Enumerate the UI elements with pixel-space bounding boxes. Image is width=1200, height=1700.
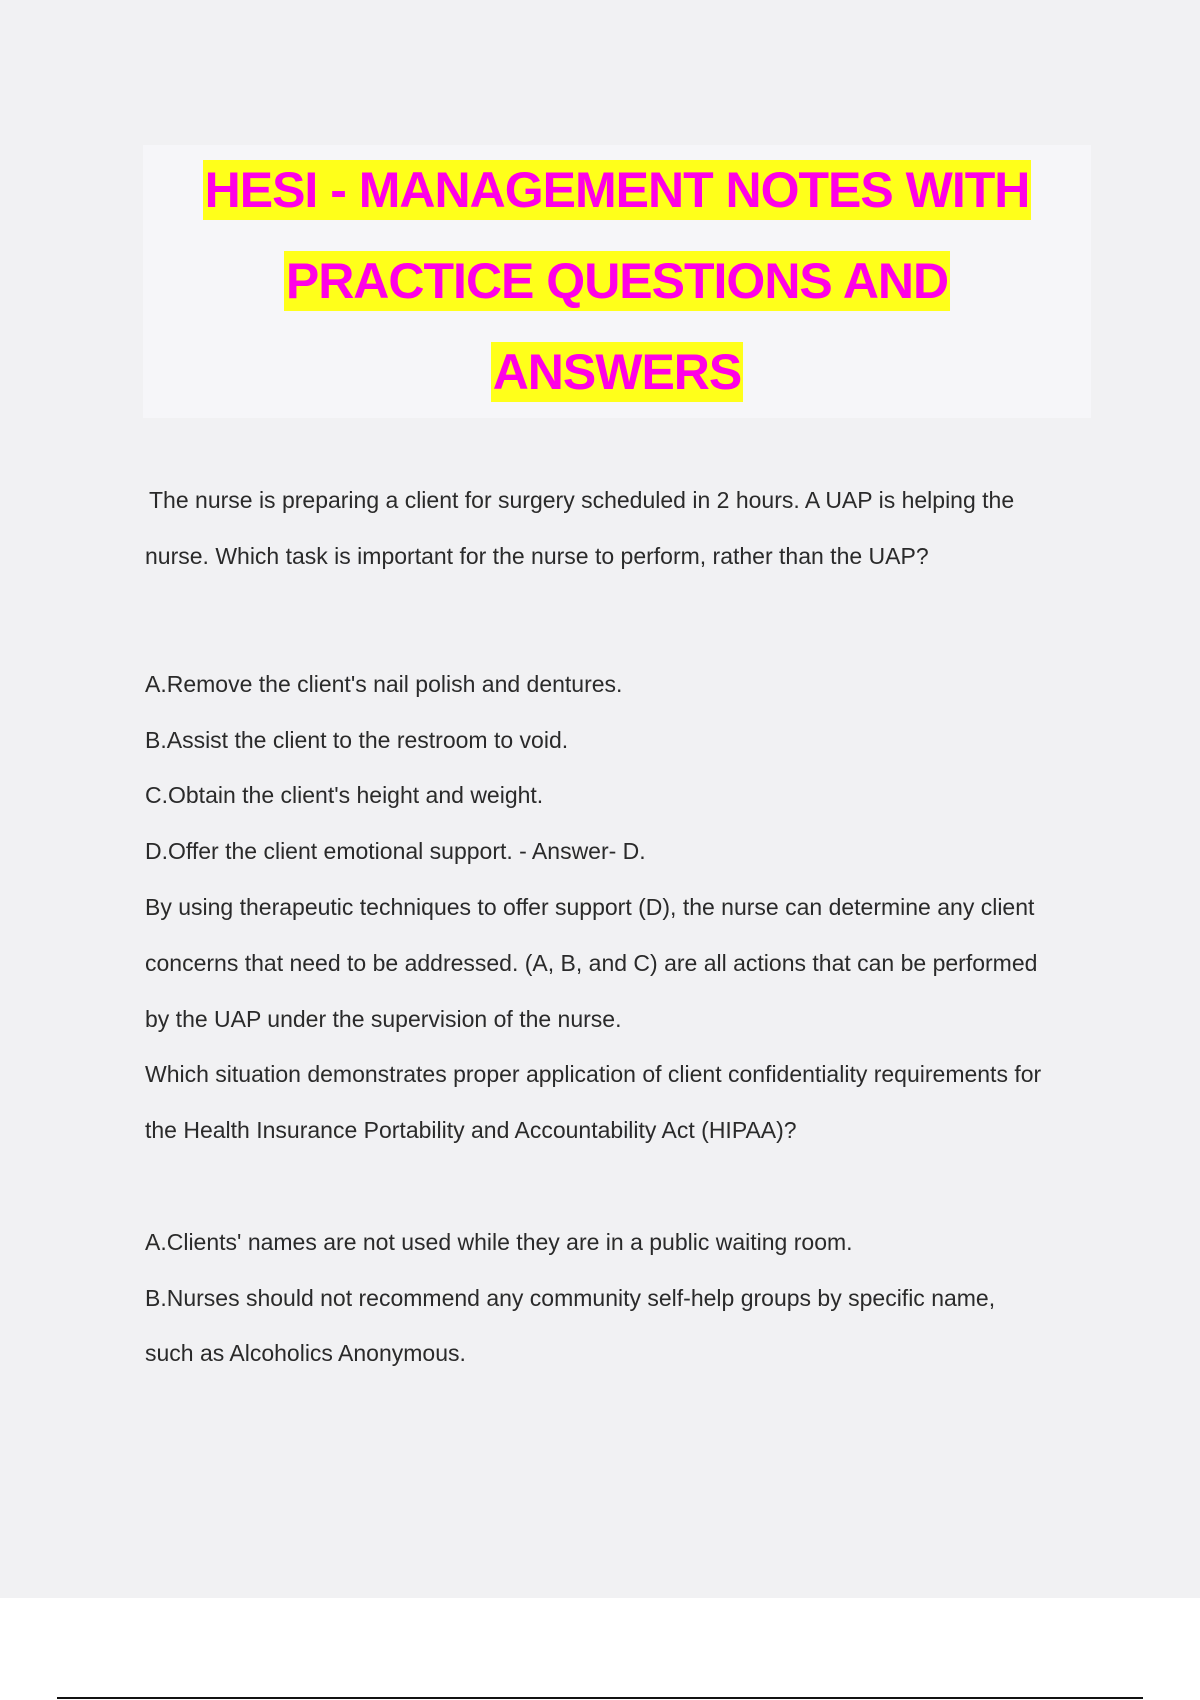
title-line-2 xyxy=(143,236,1091,327)
title-line-1 xyxy=(143,145,1091,236)
question-2-option-b-continued: such as Alcoholics Anonymous. xyxy=(145,1340,466,1366)
footer-divider xyxy=(57,1697,1143,1699)
question-1-stem: nurse. Which task is important for the nurse to perform, rather than the UAP? xyxy=(145,543,929,569)
question-2-option-b: B.Nurses should not recommend any community self-help groups by specific name, xyxy=(145,1285,996,1311)
question-1-option-d: D.Offer the client emotional support. - Answer- D. xyxy=(145,838,646,864)
title-line-3 xyxy=(143,327,1091,418)
title-block xyxy=(143,145,1091,418)
question-1-stem: The nurse is preparing a client for surgery scheduled in 2 hours. A UAP is helping the xyxy=(149,487,1015,513)
question-1-rationale: By using therapeutic techniques to offer support (D), the nurse can determine any client xyxy=(145,894,1035,920)
question-1-option-b: B.Assist the client to the restroom to void. xyxy=(145,727,569,753)
document-title: PRACTICE QUESTIONS AND xyxy=(285,253,949,309)
question-1-option-a: A.Remove the client's nail polish and dentures. xyxy=(145,671,623,697)
question-1-rationale: by the UAP under the supervision of the nurse. xyxy=(145,1006,622,1032)
document-title: HESI - MANAGEMENT NOTES WITH xyxy=(204,162,1030,218)
question-1-rationale: concerns that need to be addressed. (A, B, and C) are all actions that can be performed xyxy=(145,950,1038,976)
question-1-option-c: C.Obtain the client's height and weight. xyxy=(145,782,544,808)
question-2-stem: the Health Insurance Portability and Accountability Act (HIPAA)? xyxy=(145,1117,797,1143)
document-title: ANSWERS xyxy=(492,344,742,400)
question-2-option-a: A.Clients' names are not used while they are in a public waiting room. xyxy=(145,1229,853,1255)
question-2-stem: Which situation demonstrates proper application of client confidentiality requirements for xyxy=(145,1061,1042,1087)
